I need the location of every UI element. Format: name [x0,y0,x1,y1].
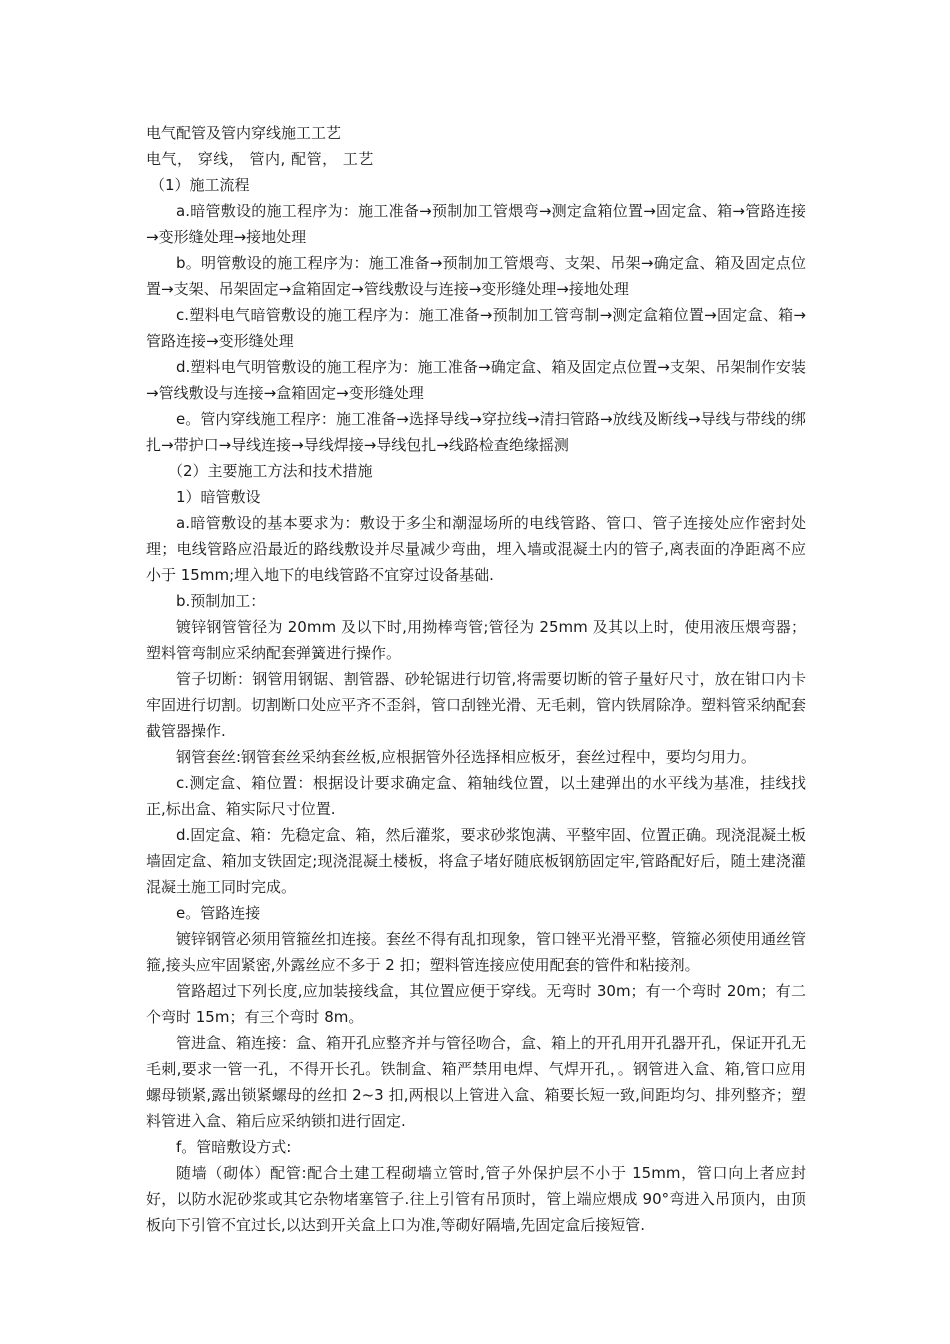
document-title: 电气配管及管内穿线施工工艺 [146,124,342,142]
section-heading: （2）主要施工方法和技术措施 [168,462,373,480]
paragraph: 镀锌钢管管径为 20mm 及以下时,用拗棒弯管;管径为 25mm 及其以上时，使用液压煨弯器；塑料管弯制应采纳配套弹簧进行操作。 [146,618,806,662]
paragraph: 管进盒、箱连接：盒、箱开孔应整齐并与管径吻合，盒、箱上的开孔用开孔器开孔，保证开孔无毛刺,要求一管一孔，不得开长孔。铁制盒、箱严禁用电焊、气焊开孔，。钢管进入盒、箱,管口应用螺母锁紧,露出锁紧螺母的丝扣 2~3 扣,两根以上管进入盒、箱要长短一致,间距均匀、排列整齐；塑料管进入盒、箱后应采纳锁扣进行固定. [146,1034,807,1130]
paragraph: 管子切断：钢管用钢锯、割管器、砂轮锯进行切管,将需要切断的管子量好尺寸，放在钳口内卡牢固进行切割。切割断口处应平齐不歪斜，管口刮锉光滑、无毛刺，管内铁屑除净。塑料管采纳配套截管器操作. [146,670,807,740]
document-keywords: 电气， 穿线， 管内, 配管， 工艺 [146,150,374,168]
paragraph: e。管路连接 [176,904,261,922]
subsection-heading: 1）暗管敷设 [176,488,261,506]
paragraph: 随墙（砌体）配管:配合土建工程砌墙立管时,管子外保护层不小于 15mm，管口向上者应封好，以防水泥砂浆或其它杂物堵塞管子.往上引管有吊顶时，管上端应煨成 90°弯进入吊顶内，由顶板向下引管不宜过长,以达到开关盒上口为准,等砌好隔墙,先固定盒后接短管. [146,1164,806,1234]
paragraph: 钢管套丝:钢管套丝采纳套丝板,应根据管外径选择相应板牙，套丝过程中，要均匀用力。 [176,748,756,766]
document-body [146,120,806,1238]
paragraph: b。明管敷设的施工程序为：施工准备→预制加工管煨弯、支架、吊架→确定盒、箱及固定点位置→支架、吊架固定→盒箱固定→管线敷设与连接→变形缝处理→接地处理 [146,254,806,298]
paragraph: b.预制加工： [176,592,266,610]
paragraph: c.测定盒、箱位置：根据设计要求确定盒、箱轴线位置，以土建弹出的水平线为基准，挂线找正,标出盒、箱实际尺寸位置. [146,774,806,818]
paragraph: d.塑料电气明管敷设的施工程序为：施工准备→确定盒、箱及固定点位置→支架、吊架制作安装→管线敷设与连接→盒箱固定→变形缝处理 [146,358,806,402]
paragraph: d.固定盒、箱：先稳定盒、箱，然后灌浆，要求砂浆饱满、平整牢固、位置正确。现浇混凝土板墙固定盒、箱加支铁固定;现浇混凝土楼板，将盒子堵好随底板钢筋固定牢,管路配好后，随土建浇灌混凝土施工同时完成。 [146,826,806,896]
paragraph: c.塑料电气暗管敷设的施工程序为：施工准备→预制加工管弯制→测定盒箱位置→固定盒、箱→管路连接→变形缝处理 [146,306,806,350]
paragraph: 镀锌钢管必须用管箍丝扣连接。套丝不得有乱扣现象，管口锉平光滑平整，管箍必须使用通丝管箍,接头应牢固紧密,外露丝应不多于 2 扣；塑料管连接应使用配套的管件和粘接剂。 [146,930,807,974]
paragraph: 管路超过下列长度,应加装接线盒，其位置应便于穿线。无弯时 30m；有一个弯时 20m；有二个弯时 15m；有三个弯时 8m。 [146,982,806,1026]
paragraph: e。管内穿线施工程序：施工准备→选择导线→穿拉线→清扫管路→放线及断线→导线与带线的绑扎→带护口→导线连接→导线焊接→导线包扎→线路检查绝缘摇测 [146,410,806,454]
section-heading: （1）施工流程 [150,176,250,194]
paragraph: a.暗管敷设的施工程序为：施工准备→预制加工管煨弯→测定盒箱位置→固定盒、箱→管路连接→变形缝处理→接地处理 [146,202,806,246]
paragraph: a.暗管敷设的基本要求为：敷设于多尘和潮湿场所的电线管路、管口、管子连接处应作密封处理；电线管路应沿最近的路线敷设并尽量减少弯曲，埋入墙或混凝土内的管子,离表面的净距离不应小于 15mm;埋入地下的电线管路不宜穿过设备基础. [146,514,806,584]
paragraph: f。管暗敷设方式: [176,1138,292,1156]
